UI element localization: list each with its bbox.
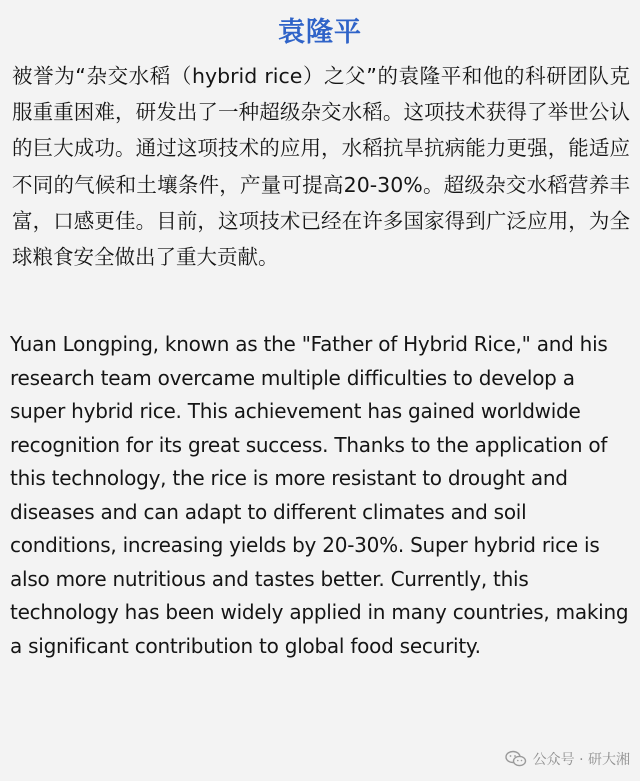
watermark-text: 公众号 · 研大湘 (532, 752, 630, 768)
english-paragraph-text: Yuan Longping, known as the "Father of Hybrid Rice," and his research team overcame multiple difficulties to develop a super hybrid rice. This achievement has gained worldwide recognition for its great success. Thanks to the application of this technology, the rice is more resistant to drought and diseases and can adapt to different climates and soil conditions, increasing yields by 20-30%. Super hybrid rice is also more nutritious and tastes better. Currently, this technology has been widely applied in many countries, making a significant contribution to global food security. (10, 332, 629, 658)
english-paragraph (10, 328, 632, 663)
chinese-paragraph-text: 被誉为“杂交水稻（hybrid rice）之父”的袁隆平和他的科研团队克服重重困难，研发出了一种超级杂交水稻。这项技术获得了举世公认的巨大成功。通过这项技术的应用，水稻抗旱抗病能力更强，能适应不同的气候和土壤条件，产量可提高20-30%。超级杂交水稻营养丰富，口感更佳。目前，这项技术已经在许多国家得到广泛应用，为全球粮食安全做出了重大贡献。 (12, 64, 630, 270)
wechat-icon (505, 750, 527, 768)
watermark (505, 749, 630, 769)
chinese-paragraph (12, 58, 630, 275)
page-title: 袁隆平 (278, 17, 362, 48)
